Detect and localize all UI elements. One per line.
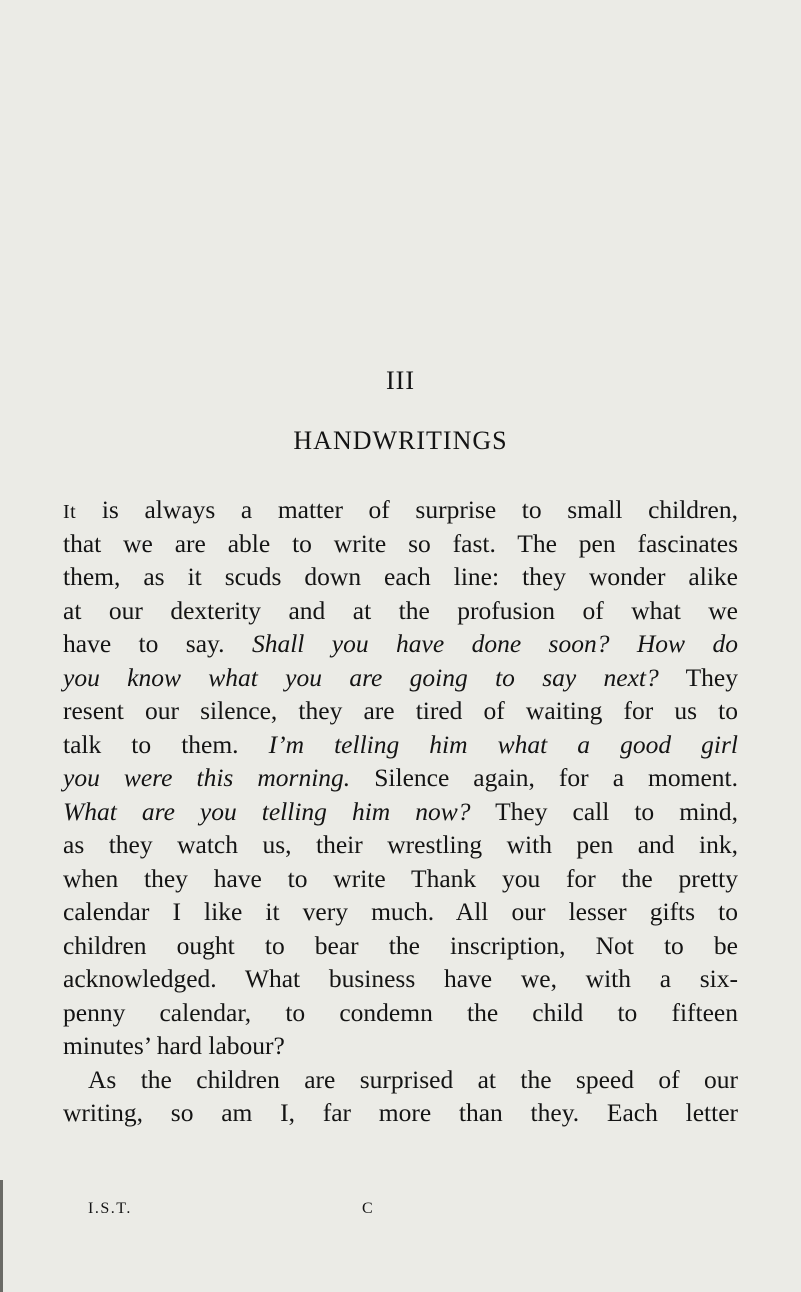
text-line: minutes’ hard labour? (63, 1031, 285, 1060)
text-line (63, 493, 738, 527)
text-line (63, 661, 738, 695)
text-segment: They (658, 662, 738, 692)
body-text (63, 493, 738, 1130)
text-line: when they have to write Thank you for the pretty (63, 863, 738, 893)
text-line: them, as it scuds down each line: they wonder alike (63, 562, 738, 591)
text-line: penny calendar, to condemn the child to fifteen (63, 997, 738, 1027)
drop-word: It (63, 501, 77, 523)
text-line (63, 761, 738, 795)
italic-segment: What are you telling him now? (63, 796, 471, 826)
text-line: acknowledged. What business have we, with a six- (63, 964, 738, 993)
text-line: resent our silence, they are tired of waiting for us to (63, 696, 738, 725)
text-line: children ought to bear the inscription, Not to be (63, 930, 738, 960)
italic-segment: Shall you have done soon? How do (251, 629, 738, 658)
text-segment: Silence again, for a moment. (350, 763, 738, 792)
chapter-number: III (386, 366, 415, 395)
text-segment: have to say. (63, 629, 252, 658)
italic-segment: I’m telling him what a good girl (268, 729, 738, 759)
italic-segment: you were this morning. (63, 763, 351, 792)
text-line (63, 795, 738, 829)
signature-mark: C (362, 1200, 375, 1217)
text-line (63, 627, 738, 661)
text-line: at our dexterity and at the profusion of what we (63, 595, 738, 625)
page-footer (0, 1200, 801, 1224)
italic-segment: you know what you are going to say next? (63, 662, 659, 692)
text-segment: They call to mind, (470, 796, 739, 826)
text-line: calendar I like it very much. All our lesser gifts to (63, 897, 738, 926)
binding-edge (0, 1180, 3, 1292)
text-line: writing, so am I, far more than they. Each letter (63, 1098, 738, 1127)
chapter-title: HANDWRITINGS (293, 426, 508, 455)
text-segment: is always a matter of surprise to small children, (76, 495, 738, 524)
text-line: As the children are surprised at the speed of our (88, 1064, 738, 1094)
text-line (63, 728, 738, 762)
text-line: as they watch us, their wrestling with pen and ink, (63, 830, 738, 859)
text-line: that we are able to write so fast. The pen fascinates (63, 528, 738, 558)
printer-signature: I.S.T. (88, 1200, 132, 1217)
text-segment: talk to them. (63, 729, 269, 759)
